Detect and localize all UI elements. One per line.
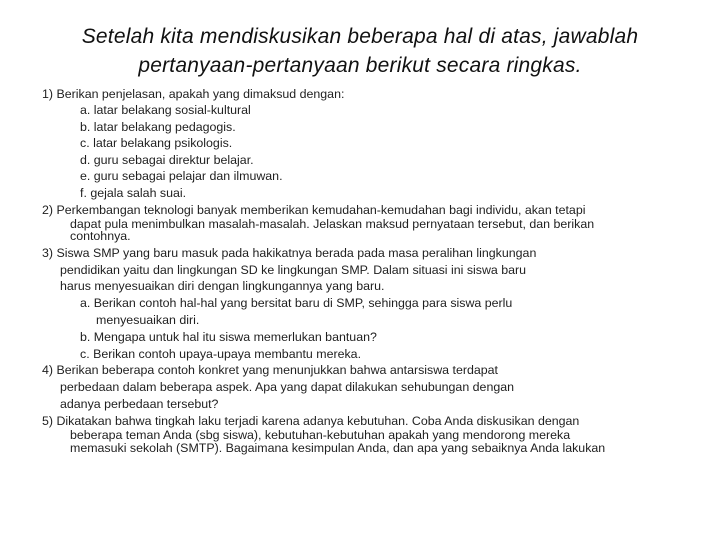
q1-item-f: f. gejala salah suai. [80,186,187,200]
q4-line-2: perbedaan dalam beberapa aspek. Apa yang dapat dilakukan sehubungan dengan [60,380,515,394]
q1-item-d: d. guru sebagai direktur belajar. [80,153,254,167]
q1-item-b: b. latar belakang pedagogis. [80,120,236,134]
q4-line-1: 4) Berikan beberapa contoh konkret yang menunjukkan bahwa antarsiswa terdapat [42,363,498,377]
q5-line-2: beberapa teman Anda (sbg siswa), kebutuhan-kebutuhan apakah yang mendorong mereka [70,428,571,442]
slide-title [20,22,700,80]
q1-intro: 1) Berikan penjelasan, apakah yang dimaksud dengan: [42,87,345,101]
q3-item-a-cont: menyesuaikan diri. [96,313,200,327]
q3-item-c: c. Berikan contoh upaya-upaya membantu mereka. [80,347,362,361]
q2-line-1: 2) Perkembangan teknologi banyak memberikan kemudahan-kemudahan bagi individu, akan tetapi [42,203,586,217]
q4-line-3: adanya perbedaan tersebut? [60,397,219,411]
q3-item-a: a. Berikan contoh hal-hal yang bersitat baru di SMP, sehingga para siswa perlu [80,296,513,310]
title-line-2: pertanyaan-pertanyaan berikut secara ringkas. [138,54,582,77]
q5-line-1: 5) Dikatakan bahwa tingkah laku terjadi karena adanya kebutuhan. Coba Anda diskusikan dengan [42,414,580,428]
q3-line-2: pendidikan yaitu dan lingkungan SD ke lingkungan SMP. Dalam situasi ini siswa baru [60,263,527,277]
title-line-1: Setelah kita mendiskusikan beberapa hal di atas, jawablah [81,25,639,48]
q1-item-a: a. latar belakang sosial-kultural [80,103,251,117]
q3-item-b: b. Mengapa untuk hal itu siswa memerlukan bantuan? [80,330,377,344]
q5-line-3: memasuki sekolah (SMTP). Bagaimana kesimpulan Anda, dan apa yang sebaiknya Anda lakukan [70,441,606,455]
q1-item-e: e. guru sebagai pelajar dan ilmuwan. [80,169,283,183]
q2-line-2: dapat pula menimbulkan masalah-masalah. Jelaskan maksud pernyataan tersebut, dan berikan [70,217,595,231]
q3-line-3: harus menyesuaikan diri dengan lingkungannya yang baru. [60,279,385,293]
q3-line-1: 3) Siswa SMP yang baru masuk pada hakikatnya berada pada masa peralihan lingkungan [42,246,537,260]
q2-line-3: contohnya. [70,229,131,243]
q1-item-c: c. latar belakang psikologis. [80,136,233,150]
